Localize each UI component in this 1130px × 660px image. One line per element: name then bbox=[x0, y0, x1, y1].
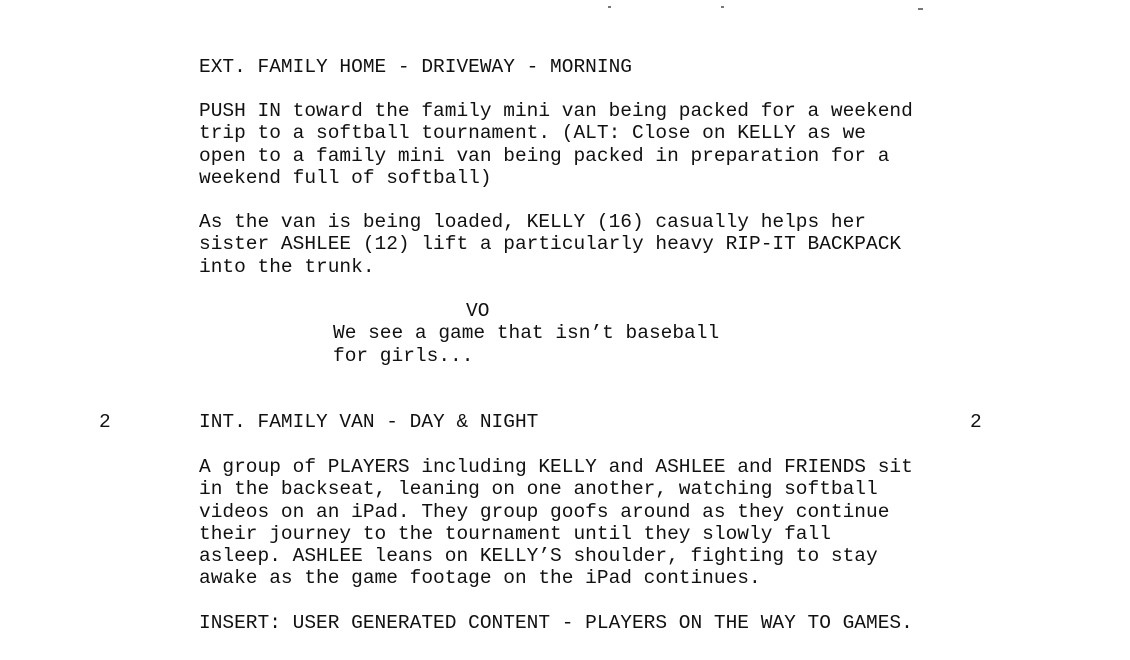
insert-line: INSERT: USER GENERATED CONTENT - PLAYERS ON THE WAY TO GAMES. bbox=[199, 612, 913, 634]
action-line: PUSH IN toward the family mini van being packed for a weekend bbox=[199, 100, 913, 122]
action-paragraph-2 bbox=[199, 211, 1019, 278]
action-line: weekend full of softball) bbox=[199, 166, 492, 189]
speck bbox=[608, 6, 611, 8]
action-line: sister ASHLEE (12) lift a particularly heavy RIP-IT BACKPACK bbox=[199, 233, 902, 256]
action-line: in the backseat, leaning on one another, watching softball bbox=[199, 478, 878, 501]
dialogue-line: for girls... bbox=[333, 345, 474, 367]
action-line: into the trunk. bbox=[199, 255, 375, 278]
action-paragraph-3 bbox=[199, 456, 1019, 590]
scene-number-right: 2 bbox=[970, 411, 982, 433]
action-line: A group of PLAYERS including KELLY and ASHLEE and FRIENDS sit bbox=[199, 456, 913, 478]
scene-heading-2: INT. FAMILY VAN - DAY & NIGHT bbox=[199, 411, 539, 433]
scan-specks bbox=[0, 0, 1130, 12]
action-line: awake as the game footage on the iPad continues. bbox=[199, 567, 761, 590]
action-line: videos on an iPad. They group goofs around as they continue bbox=[199, 500, 890, 523]
action-line: trip to a softball tournament. (ALT: Close on KELLY as we bbox=[199, 122, 867, 145]
action-line: open to a family mini van being packed in preparation for a bbox=[199, 144, 890, 167]
speck bbox=[918, 8, 923, 10]
character-name: VO bbox=[466, 300, 490, 322]
scene-heading-1: EXT. FAMILY HOME - DRIVEWAY - MORNING bbox=[199, 56, 632, 78]
dialogue-line: We see a game that isn’t baseball bbox=[333, 322, 720, 344]
speck bbox=[721, 6, 724, 8]
action-line: asleep. ASHLEE leans on KELLY’S shoulder, fighting to stay bbox=[199, 545, 878, 568]
action-line: As the van is being loaded, KELLY (16) casually helps her bbox=[199, 211, 867, 233]
action-line: their journey to the tournament until they slowly fall bbox=[199, 522, 831, 545]
scene-number-left: 2 bbox=[99, 411, 111, 433]
action-paragraph-1 bbox=[199, 100, 1019, 189]
